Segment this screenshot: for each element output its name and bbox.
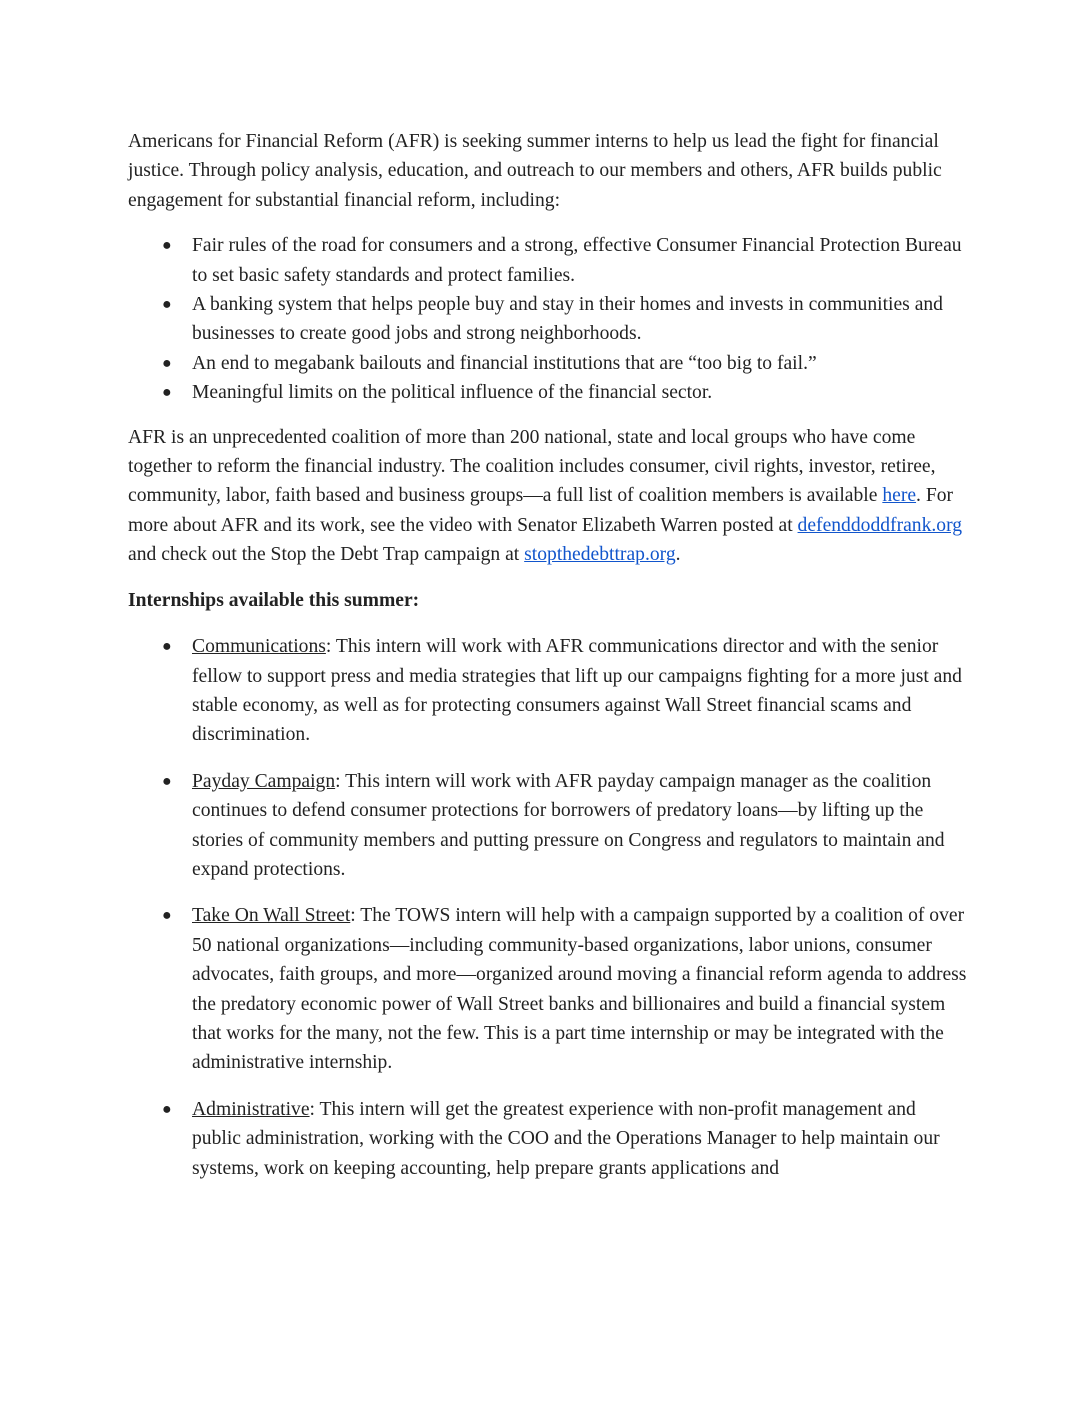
coalition-text: AFR is an unprecedented coalition of more than 200 national, state and local groups who have come together to reform the financial industry. The coalition includes consumer, civil rights, investor, retiree, community, labor, faith based and business groups—a full list of coalition members is available [128,426,936,507]
internship-title: Administrative [192,1098,310,1120]
list-item [128,378,968,407]
bullet-icon: ● [162,638,172,656]
list-item [128,290,968,349]
goal-text: Fair rules of the road for consumers and a strong, effective Consumer Financial Protection Bureau to set basic safety standards and protect families. [192,235,962,286]
bullet-icon: ● [162,384,172,402]
list-item [128,231,968,290]
internship-description: : This intern will work with AFR payday campaign manager as the coalition continues to defend consumer protections for borrowers of predatory loans—by lifting up the stories of community members and putting pressure on Congress and regulators to maintain and expand protections. [192,770,945,880]
internship-title: Communications [192,636,326,658]
reform-goals-list [128,231,968,407]
coalition-paragraph [128,423,968,570]
stopthedebttrap-link[interactable]: stopthedebttrap.org [524,544,676,566]
internship-description: : The TOWS intern will help with a campaign supported by a coalition of over 50 national organizations—including community-based organizations, labor unions, consumer advocates, faith groups, and more—organized around moving a financial reform agenda to address the predatory economic power of Wall Street banks and billionaires and build a financial system that works for the many, not the few. This is a part time internship or may be integrated with the administrative internship. [192,905,967,1074]
bullet-icon: ● [162,772,172,790]
defenddoddfrank-link[interactable]: defenddoddfrank.org [797,514,963,536]
internship-title: Take On Wall Street [192,905,351,927]
list-item [128,1095,968,1183]
list-item [128,901,968,1077]
list-item [128,767,968,885]
list-item [128,349,968,378]
goal-text: An end to megabank bailouts and financial institutions that are “too big to fail.” [192,352,817,374]
list-item [128,632,968,750]
bullet-icon: ● [162,354,172,372]
coalition-list-link[interactable]: here [882,485,917,507]
internship-title: Payday Campaign [192,770,336,792]
bullet-icon: ● [162,1100,172,1118]
goal-text: Meaningful limits on the political influence of the financial sector. [192,382,713,404]
coalition-text: and check out the Stop the Debt Trap campaign at [128,544,525,566]
internship-description: : This intern will get the greatest experience with non-profit management and public administration, working with the COO and the Operations Manager to help maintain our systems, work on keeping accounting, help prepare grants applications and [192,1098,940,1179]
coalition-text: . [675,544,681,566]
coalition-text: . For more about AFR and its work, see the video with Senator Elizabeth Warren posted at [128,485,954,536]
document-page [128,127,968,1200]
bullet-icon: ● [162,296,172,314]
intro-paragraph: Americans for Financial Reform (AFR) is seeking summer interns to help us lead the fight for financial justice. Through policy analysis, education, and outreach to our members and others, AFR builds public engagement for substantial financial reform, including: [128,131,942,211]
bullet-icon: ● [162,237,172,255]
goal-text: A banking system that helps people buy and stay in their homes and invests in communities and businesses to create good jobs and strong neighborhoods. [192,294,943,345]
internships-list [128,632,968,1183]
internship-description: : This intern will work with AFR communications director and with the senior fellow to support press and media strategies that lift up our campaigns fighting for a more just and stable economy, as well as for protecting consumers against Wall Street financial scams and discrimination. [192,636,962,746]
bullet-icon: ● [162,907,172,925]
internships-heading: Internships available this summer: [128,589,420,611]
